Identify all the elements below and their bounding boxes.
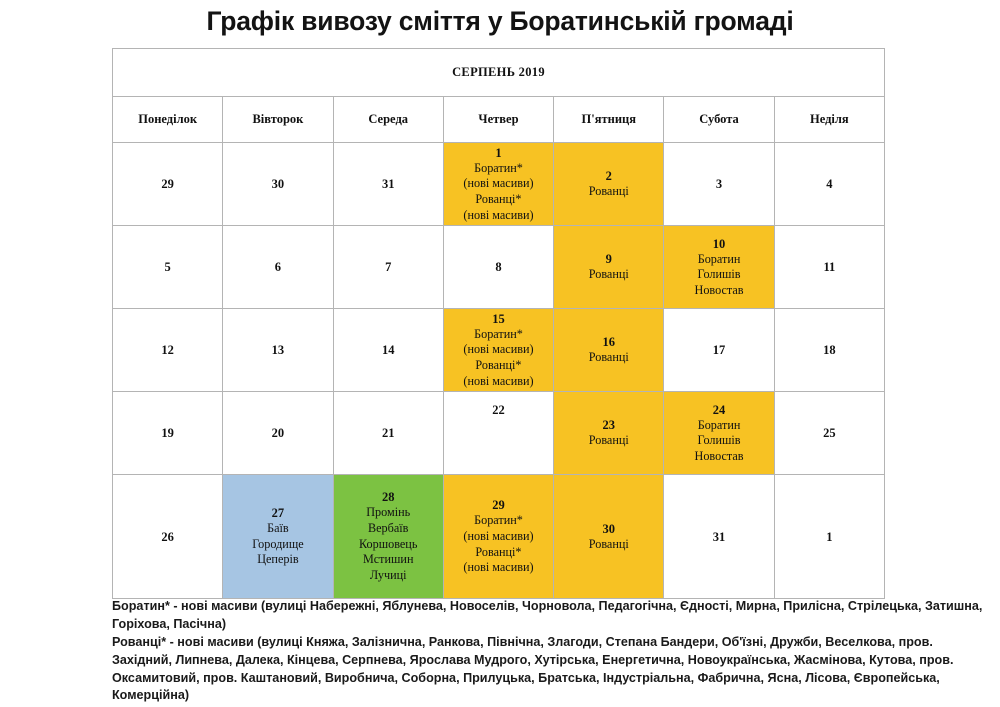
day-event: Цеперів — [257, 552, 299, 567]
day-cell-1[interactable] — [443, 143, 553, 226]
day-event: Рованці — [588, 350, 629, 365]
day-cell-30[interactable] — [554, 475, 664, 599]
day-cell-20[interactable] — [223, 392, 333, 475]
day-event: (нові масиви) — [463, 176, 534, 191]
day-cell-content — [113, 475, 222, 598]
day-cell-content — [113, 226, 222, 308]
day-event: Промінь — [366, 505, 411, 520]
day-event: Рованці — [588, 433, 629, 448]
day-cell-18[interactable] — [774, 309, 884, 392]
weekday-header-1: Вівторок — [223, 97, 333, 143]
day-number: 3 — [715, 177, 723, 191]
day-event: Баїв — [267, 521, 289, 536]
day-cell-31[interactable] — [333, 143, 443, 226]
day-cell-content — [664, 309, 773, 391]
day-event: Рованці* — [475, 544, 522, 559]
day-cell-8[interactable] — [443, 226, 553, 309]
day-number: 25 — [823, 426, 836, 440]
weekday-header-5: Субота — [664, 97, 774, 143]
day-cell-13[interactable] — [223, 309, 333, 392]
day-cell-content — [554, 475, 663, 598]
day-cell-9[interactable] — [554, 226, 664, 309]
day-number: 2 — [605, 169, 612, 184]
day-event: Боратин* — [474, 160, 523, 175]
day-cell-10[interactable] — [664, 226, 774, 309]
calendar-week-row — [113, 226, 885, 309]
day-event: Коршовець — [359, 536, 418, 551]
day-event: (нові масиви) — [463, 560, 534, 575]
day-cell-content — [223, 309, 332, 391]
day-number: 22 — [492, 403, 505, 417]
day-cell-25[interactable] — [774, 392, 884, 475]
day-cell-22[interactable] — [443, 392, 553, 475]
day-event: Рованці* — [475, 358, 522, 372]
day-number: 11 — [823, 260, 836, 274]
day-number: 24 — [712, 402, 726, 417]
day-cell-content — [113, 392, 222, 474]
day-number: 30 — [271, 177, 285, 191]
footnote-0: Боратин* - нові масиви (вулиці Набережні, Яблунева, Новоселів, Чорновола, Педагогічна, Єдності, Мирна, Прилісна, Стрілецька, Затишна, Горіхова, Пасічна) — [112, 599, 983, 631]
footnote-1: Рованці* - нові масиви (вулиці Княжа, Залізнична, Ранкова, Північна, Злагоди, Степана Бандери, Об'їзні, Дружби, Веселкова, пров. Західний, Липнева, Далека, Кінцева, Серпнева, Ярослава Мудрого, Хутірська, Енергетична, Новоукраїнська, Жасмінова, Кутова, пров. Оксамитовий, пров. Каштановий, Виробнича, Соборна, Прилуцька, Братська, Індустріальна, Фабрична, Ясна, Лісова, Європейська, Комерційна) — [112, 634, 954, 703]
footnotes — [112, 598, 992, 705]
day-number: 17 — [712, 343, 726, 357]
day-cell-content — [775, 143, 884, 225]
day-cell-27[interactable] — [223, 475, 333, 599]
day-event: Боратин* — [474, 513, 523, 528]
calendar-week-row — [113, 143, 885, 226]
day-number: 29 — [161, 177, 174, 191]
day-cell-content — [223, 226, 332, 308]
day-event: Мстишин — [362, 552, 414, 567]
day-cell-29[interactable] — [113, 143, 223, 226]
day-number: 12 — [161, 343, 174, 357]
day-cell-23[interactable] — [554, 392, 664, 475]
page-title: Графік вивозу сміття у Боратинській громаді — [206, 6, 794, 36]
day-cell-content — [334, 226, 443, 308]
day-number: 16 — [602, 335, 616, 350]
day-cell-content — [775, 309, 884, 391]
day-cell-14[interactable] — [333, 309, 443, 392]
day-number: 13 — [271, 343, 285, 357]
day-event: Боратин — [697, 417, 741, 432]
day-event: Рованці* — [475, 192, 522, 206]
day-cell-content — [223, 143, 332, 225]
calendar-body — [113, 143, 885, 599]
day-cell-content — [444, 382, 553, 484]
day-cell-17[interactable] — [664, 309, 774, 392]
day-number: 30 — [602, 521, 616, 536]
day-event: Боратин* — [474, 326, 523, 341]
day-cell-16[interactable] — [554, 309, 664, 392]
day-cell-26[interactable] — [113, 475, 223, 599]
day-cell-19[interactable] — [113, 392, 223, 475]
day-event: Рованці — [588, 184, 629, 199]
day-event: Городище — [252, 536, 304, 551]
day-number: 7 — [385, 260, 392, 274]
day-cell-21[interactable] — [333, 392, 443, 475]
day-event: (нові масиви) — [463, 207, 534, 222]
day-event: Рованці — [588, 536, 629, 551]
day-cell-content — [775, 475, 884, 598]
day-number: 21 — [381, 426, 395, 440]
day-event: (нові масиви) — [463, 528, 534, 543]
day-number: 27 — [271, 506, 285, 521]
day-event: Лучиці — [369, 567, 407, 582]
weekday-header-6: Неділя — [774, 97, 884, 143]
day-cell-content — [554, 309, 663, 391]
day-event: Боратин — [697, 251, 741, 266]
day-cell-content — [664, 226, 773, 308]
day-cell-content — [223, 475, 332, 598]
day-cell-content — [554, 143, 663, 225]
day-cell-content — [444, 143, 553, 225]
day-event: Голишів — [697, 267, 741, 282]
day-cell-content — [554, 226, 663, 308]
day-cell-content — [113, 309, 222, 391]
day-cell-content — [113, 143, 222, 225]
day-number: 4 — [826, 177, 833, 191]
day-cell-24[interactable] — [664, 392, 774, 475]
calendar-week-row — [113, 309, 885, 392]
day-event: Новостав — [694, 282, 744, 297]
day-cell-content — [334, 309, 443, 391]
day-event: Новостав — [694, 448, 744, 463]
day-number: 14 — [381, 343, 395, 357]
calendar-week-row — [113, 475, 885, 599]
day-number: 23 — [602, 418, 616, 433]
day-cell-5[interactable] — [113, 226, 223, 309]
calendar-month-row — [113, 49, 885, 97]
day-cell-content — [775, 392, 884, 474]
day-number: 18 — [823, 343, 836, 357]
day-cell-content — [664, 143, 773, 225]
weekday-header-2: Середа — [333, 97, 443, 143]
day-number: 26 — [161, 529, 174, 544]
day-cell-2[interactable] — [554, 143, 664, 226]
day-number: 6 — [274, 260, 282, 274]
day-number: 15 — [492, 311, 505, 326]
day-number: 1 — [826, 529, 833, 544]
weekday-header-0: Понеділок — [113, 97, 223, 143]
day-number: 20 — [271, 426, 285, 440]
day-cell-11[interactable] — [774, 226, 884, 309]
day-number: 31 — [381, 177, 395, 191]
weekday-header-4: П'ятниця — [554, 97, 664, 143]
day-number: 10 — [712, 236, 726, 251]
day-cell-content — [444, 309, 553, 391]
calendar-week-row — [113, 392, 885, 475]
day-cell-content — [775, 226, 884, 308]
day-cell-31[interactable] — [664, 475, 774, 599]
day-number: 28 — [381, 490, 395, 505]
day-number: 9 — [605, 252, 612, 267]
day-number: 1 — [495, 145, 502, 160]
day-number: 31 — [712, 529, 726, 544]
day-event: (нові масиви) — [463, 373, 534, 388]
day-cell-content — [334, 392, 443, 474]
day-number: 5 — [164, 260, 171, 274]
day-cell-3[interactable] — [664, 143, 774, 226]
waste-collection-calendar — [112, 48, 885, 599]
day-cell-12[interactable] — [113, 309, 223, 392]
day-number: 29 — [492, 498, 505, 513]
calendar-weekday-header-row — [113, 97, 885, 143]
day-cell-content — [223, 392, 332, 474]
day-cell-content — [334, 143, 443, 225]
day-cell-7[interactable] — [333, 226, 443, 309]
day-cell-content — [334, 475, 443, 598]
day-cell-content — [664, 475, 773, 598]
day-cell-4[interactable] — [774, 143, 884, 226]
day-cell-28[interactable] — [333, 475, 443, 599]
day-cell-29[interactable] — [443, 475, 553, 599]
day-cell-6[interactable] — [223, 226, 333, 309]
day-cell-content — [554, 392, 663, 474]
day-cell-content — [664, 392, 773, 474]
day-event: Рованці — [588, 267, 629, 282]
day-event: Вербаїв — [368, 521, 409, 536]
day-number: 8 — [495, 260, 502, 274]
day-number: 19 — [161, 426, 174, 440]
day-cell-content — [444, 226, 553, 308]
day-cell-15[interactable] — [443, 309, 553, 392]
day-event: (нові масиви) — [463, 342, 534, 357]
day-cell-1[interactable] — [774, 475, 884, 599]
day-cell-content — [444, 475, 553, 598]
day-event: Голишів — [697, 433, 741, 448]
weekday-header-3: Четвер — [443, 97, 553, 143]
month-label: СЕРПЕНЬ 2019 — [113, 49, 885, 97]
day-cell-30[interactable] — [223, 143, 333, 226]
